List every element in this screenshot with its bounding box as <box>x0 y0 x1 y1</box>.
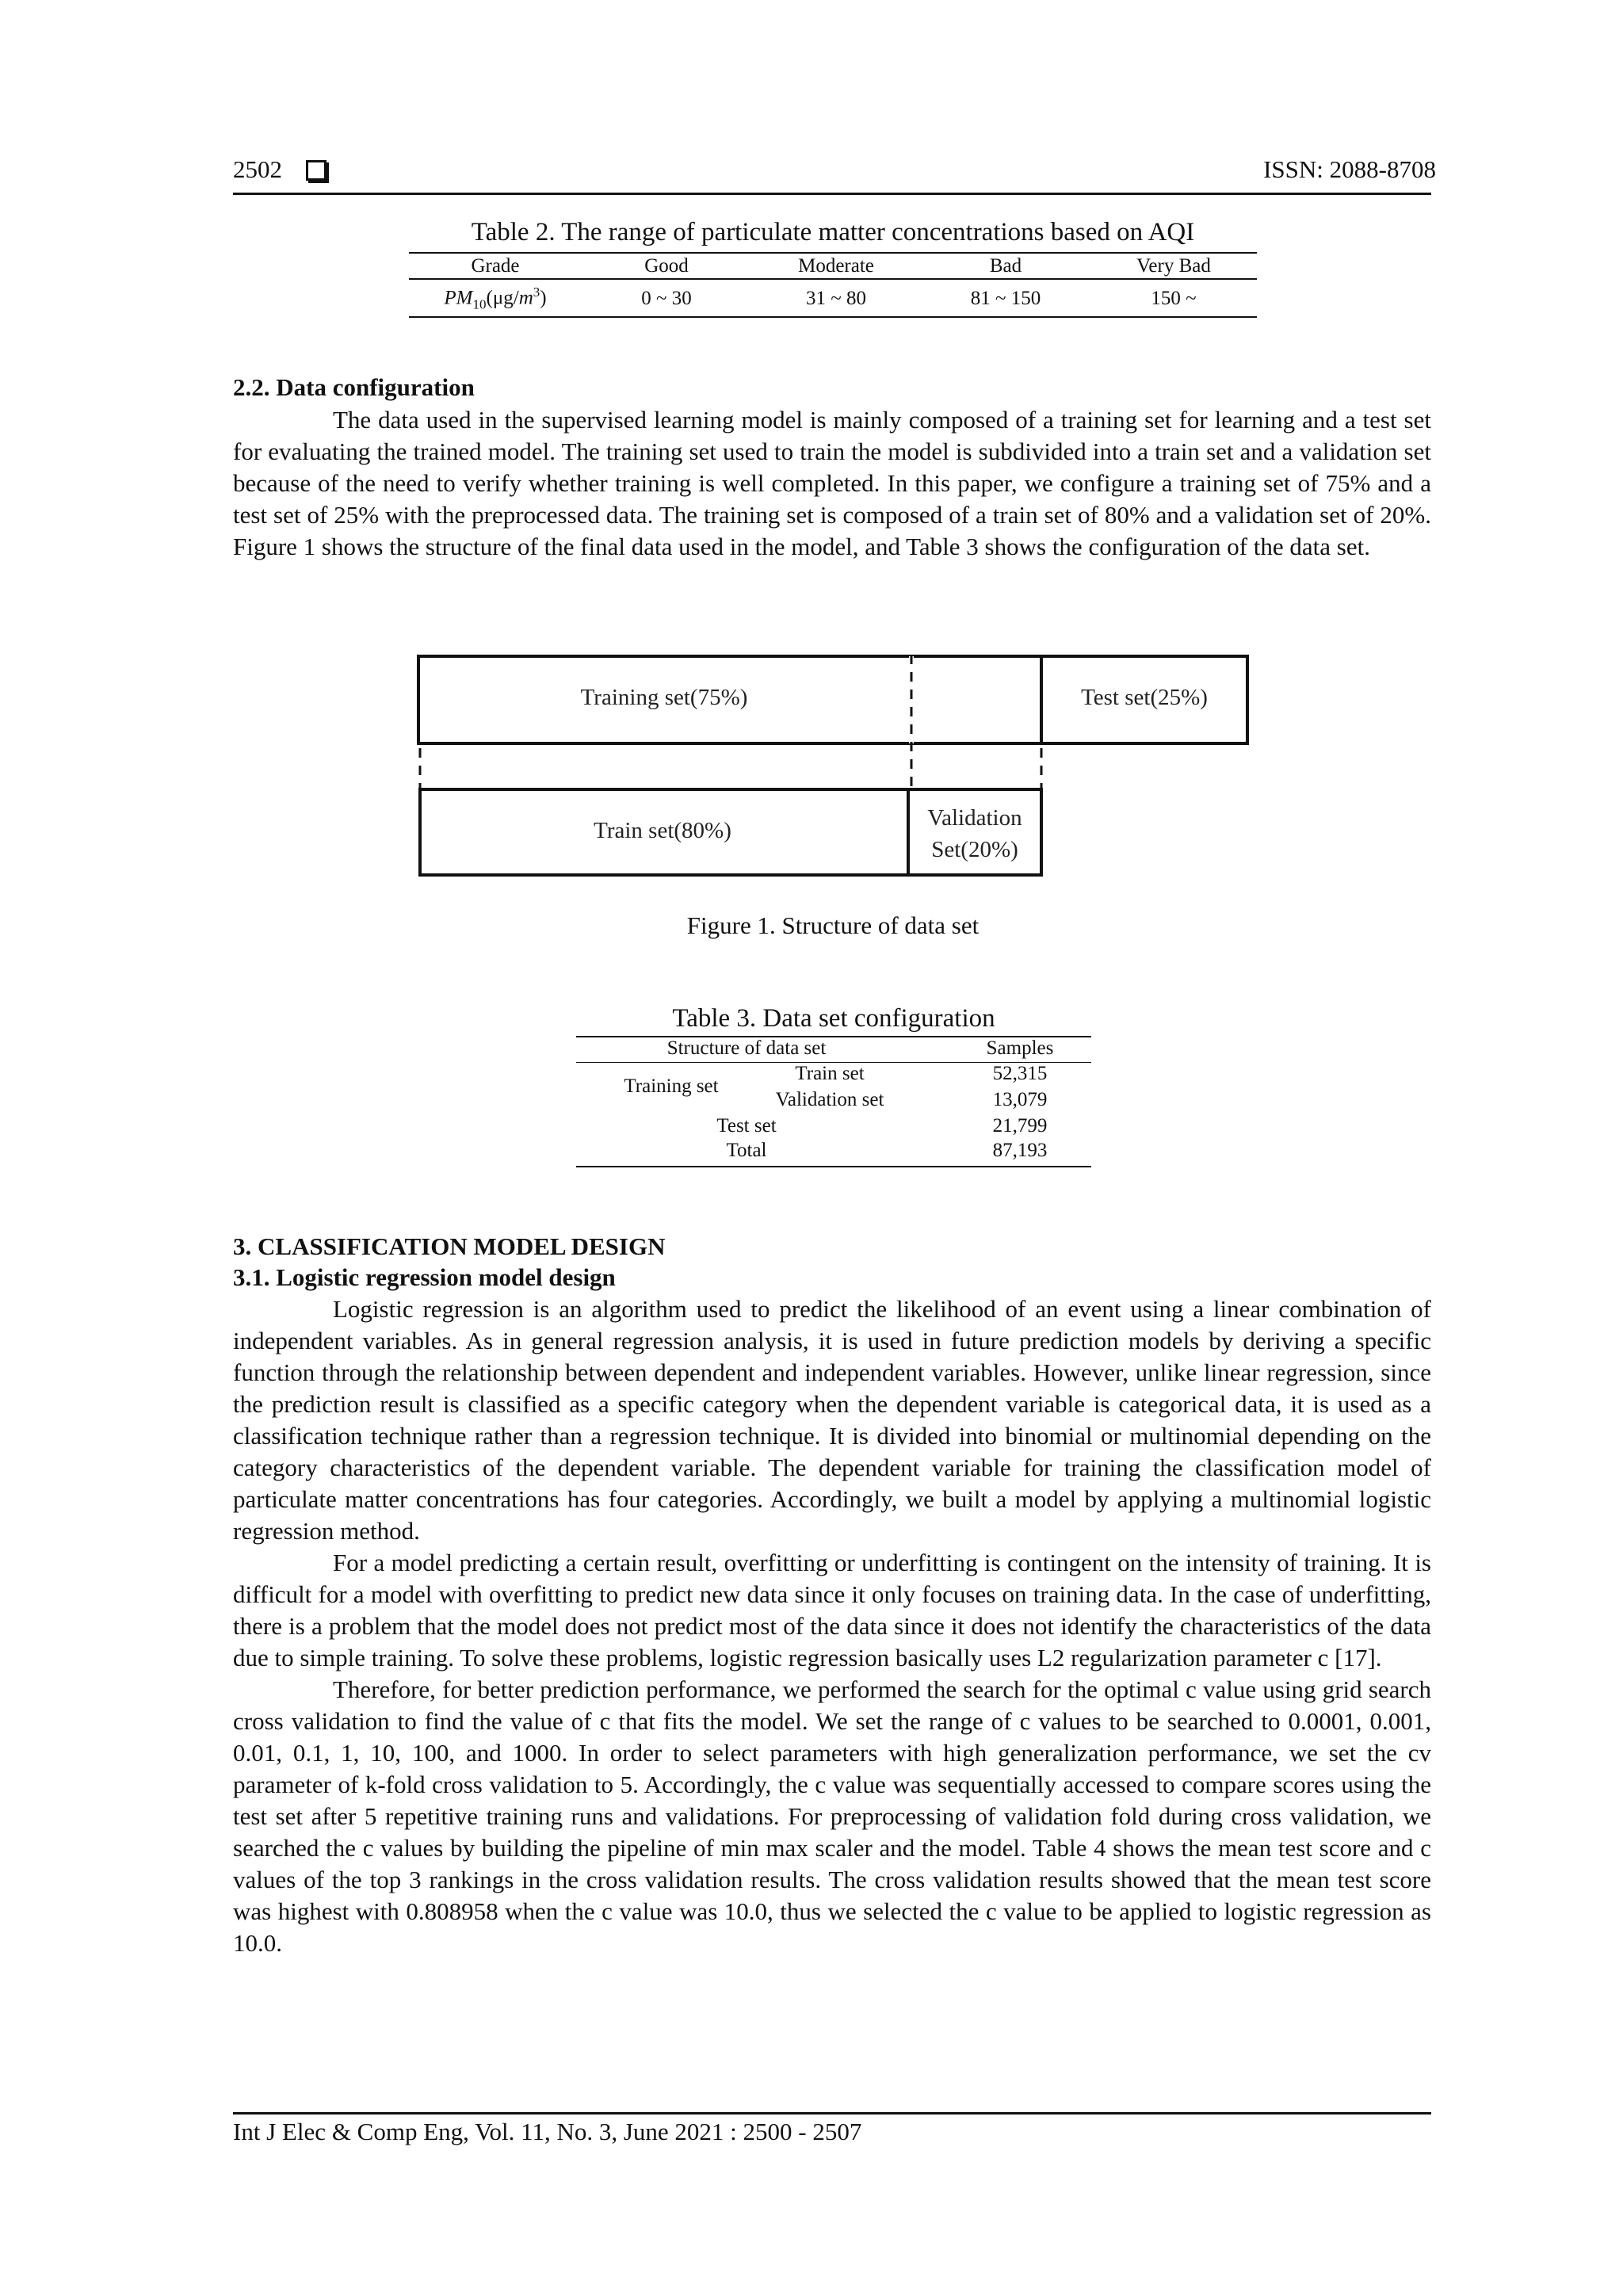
table3-samples-cell: 21,799 <box>992 1115 1048 1137</box>
section-heading-2-2: 2.2. Data configuration <box>233 373 475 401</box>
train-set-label: Train set(80%) <box>594 818 731 843</box>
square-bullet-icon <box>306 160 327 181</box>
section-heading-3: 3. CLASSIFICATION MODEL DESIGN <box>233 1232 666 1260</box>
table-header-row <box>409 253 1257 279</box>
table-header-cell: Very Bad <box>1136 255 1211 277</box>
table3-row-label: Validation set <box>775 1089 884 1110</box>
paragraph: Therefore, for better prediction performance, we performed the search for the optimal c value using grid search cross validation to find the value of c that fits the model. We set the range of c values to be searched to 0.0001, 0.001, 0.01, 0.1, 1, 10, 100, and 1000. In order to select parameters with high generalization performance, we set the cv parameter of k-fold cross validation to 5. Accordingly, the c value was sequentially accessed to compare scores using the test set after 5 repetitive training runs and validations. For preprocessing of validation fold during cross validation, we searched the c values by building the pipeline of min max scaler and the model. Table 4 shows the mean test score and c values of the top 3 rankings in the cross validation results. The cross validation results showed that the mean test score was highest with 0.808958 when the c value was 10.0, thus we selected the c value to be applied to logistic regression as 10.0. <box>233 1675 1431 1957</box>
table2-caption: Table 2. The range of particulate matter concentrations based on AQI <box>471 218 1195 246</box>
table-cell: 0 ~ 30 <box>641 287 692 309</box>
unit-superscript: 3 <box>533 285 540 300</box>
page-header-left <box>233 155 327 184</box>
table-header-cell: Moderate <box>798 255 874 277</box>
header-rule <box>233 193 1431 195</box>
table-cell: 81 ~ 150 <box>970 287 1041 309</box>
table3-row-label: Train set <box>795 1063 865 1084</box>
table3-bottom-rule <box>576 1166 1091 1167</box>
footer-rule <box>233 2112 1431 2115</box>
table3-row-label: Test set <box>716 1115 777 1137</box>
section-heading-3-1: 3.1. Logistic regression model design <box>233 1263 616 1291</box>
unit-m: m <box>518 287 533 309</box>
pm-subscript: 10 <box>472 296 487 312</box>
footer-citation: Int J Elec & Comp Eng, Vol. 11, No. 3, June 2021 : 2500 - 2507 <box>233 2118 862 2145</box>
figure1-caption: Figure 1. Structure of data set <box>686 911 980 939</box>
section-3-1-body <box>233 1293 1431 1959</box>
page-number: 2502 <box>233 155 282 183</box>
section-2-2-body <box>233 404 1431 563</box>
table3-samples-cell: 52,315 <box>992 1063 1048 1084</box>
issn: ISSN: 2088-8708 <box>1263 155 1436 183</box>
training-set-group-label: Training set <box>624 1075 719 1097</box>
table-header-cell: Samples <box>986 1037 1054 1059</box>
table-cell: 150 ~ <box>1151 287 1197 309</box>
figure1 <box>417 655 1249 877</box>
validation-set-label <box>908 802 1041 865</box>
table-header-cell: Bad <box>989 255 1022 277</box>
paragraph: For a model predicting a certain result, overfitting or underfitting is contingent on the intensity of training. It is difficult for a model with overfitting to predict new data since it only focuses on training data. In the case of underfitting, there is a problem that the model does not predict most of the data since it does not identify the characteristics of the data due to simple training. To solve these problems, logistic regression basically uses L2 regularization parameter c [17]. <box>233 1549 1431 1671</box>
pm10-unit-cell <box>409 279 582 317</box>
table3-row-label: Total <box>726 1140 767 1161</box>
unit-close: ) <box>540 287 547 309</box>
table-header-cell: Grade <box>471 255 520 277</box>
paragraph: The data used in the supervised learning model is mainly composed of a training set for learning and a test set for evaluating the trained model. The training set used to train the model is subdivided into a train set and a validation set because of the need to verify whether training is well completed. In this paper, we configure a training set of 75% and a test set of 25% with the preprocessed data. The training set is composed of a train set of 80% and a validation set of 20%. Figure 1 shows the structure of the final data used in the model, and Table 3 shows the configuration of the data set. <box>233 406 1431 560</box>
table3-caption: Table 3. Data set configuration <box>672 1004 995 1033</box>
table-cell: 31 ~ 80 <box>805 287 867 309</box>
unit-open: (μg/ <box>486 287 519 309</box>
validation-label-line2: Set(20%) <box>931 837 1018 862</box>
table3-samples-cell: 87,193 <box>992 1140 1048 1161</box>
table2 <box>409 252 1257 318</box>
pm-symbol: PM <box>444 287 473 309</box>
training-set-label: Training set(75%) <box>580 685 748 710</box>
table-row <box>409 279 1257 317</box>
test-set-label: Test set(25%) <box>1081 685 1208 710</box>
table3 <box>576 1036 1091 1167</box>
table3-samples-cell: 13,079 <box>992 1089 1048 1110</box>
paragraph: Logistic regression is an algorithm used to predict the likelihood of an event using a linear combination of independent variables. As in general regression analysis, it is used in future prediction models by deriving a specific function through the relationship between dependent and independent variables. However, unlike linear regression, since the prediction result is classified as a specific category when the dependent variable is categorical data, it is used as a classification technique rather than a regression technique. It is divided into binomial or multinomial depending on the category characteristics of the dependent variable. The dependent variable for training the classification model of particulate matter concentrations has four categories. Accordingly, we built a model by applying a multinomial logistic regression method. <box>233 1295 1431 1545</box>
table-header-cell: Good <box>644 255 689 277</box>
validation-label-line1: Validation <box>927 805 1022 831</box>
table-header-cell: Structure of data set <box>666 1037 827 1059</box>
